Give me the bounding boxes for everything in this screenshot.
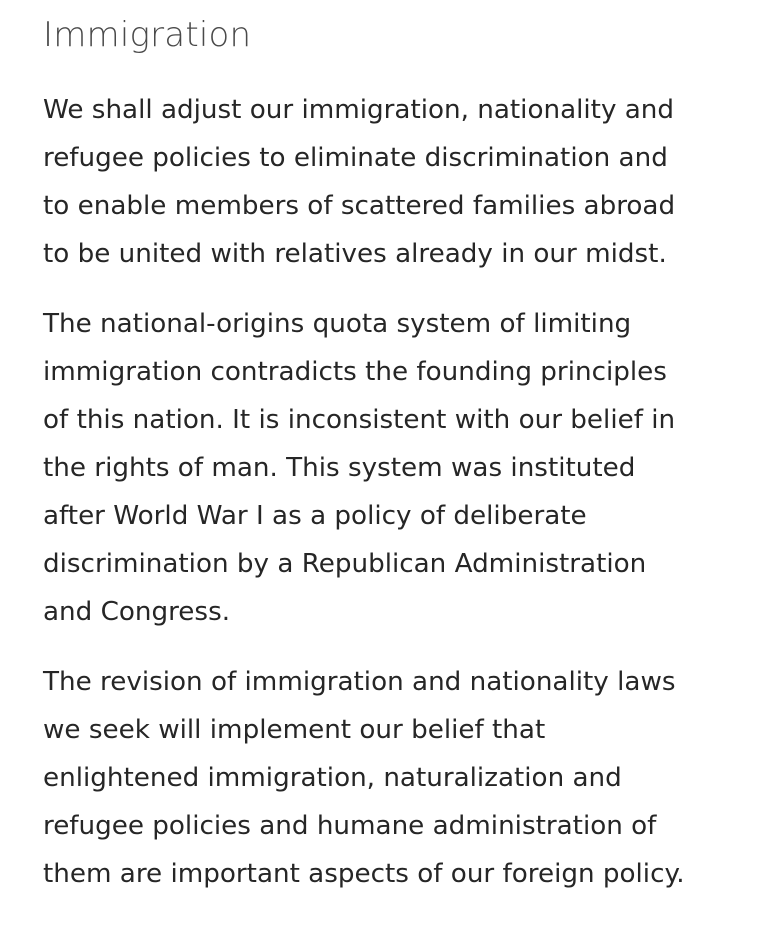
paragraph-line: we seek will implement our belief that xyxy=(43,715,546,745)
paragraph-line: to enable members of scattered families abroad xyxy=(43,191,676,221)
paragraph-line: immigration contradicts the founding principles xyxy=(43,357,667,387)
paragraph-line: them are important aspects of our foreign policy. xyxy=(43,859,685,889)
article-body xyxy=(43,0,743,898)
paragraph-line: of this nation. It is inconsistent with our belief in xyxy=(43,405,676,435)
paragraph-2 xyxy=(43,300,743,636)
paragraph-line: the rights of man. This system was instituted xyxy=(43,453,636,483)
paragraph-line: and Congress. xyxy=(43,597,231,627)
paragraph-line: enlightened immigration, naturalization and xyxy=(43,763,622,793)
paragraph-3 xyxy=(43,658,743,898)
paragraph-1 xyxy=(43,86,743,278)
paragraph-line: discrimination by a Republican Administration xyxy=(43,549,647,579)
paragraph-line: The revision of immigration and nationality laws xyxy=(43,667,676,697)
paragraph-line: to be united with relatives already in our midst. xyxy=(43,239,667,269)
paragraph-line: The national-origins quota system of limiting xyxy=(43,309,632,339)
paragraph-line: We shall adjust our immigration, nationality and xyxy=(43,95,675,125)
paragraph-line: after World War I as a policy of deliberate xyxy=(43,501,587,531)
paragraph-line: refugee policies and humane administration of xyxy=(43,811,657,841)
paragraph-line: refugee policies to eliminate discrimination and xyxy=(43,143,668,173)
section-heading: Immigration xyxy=(43,15,252,55)
